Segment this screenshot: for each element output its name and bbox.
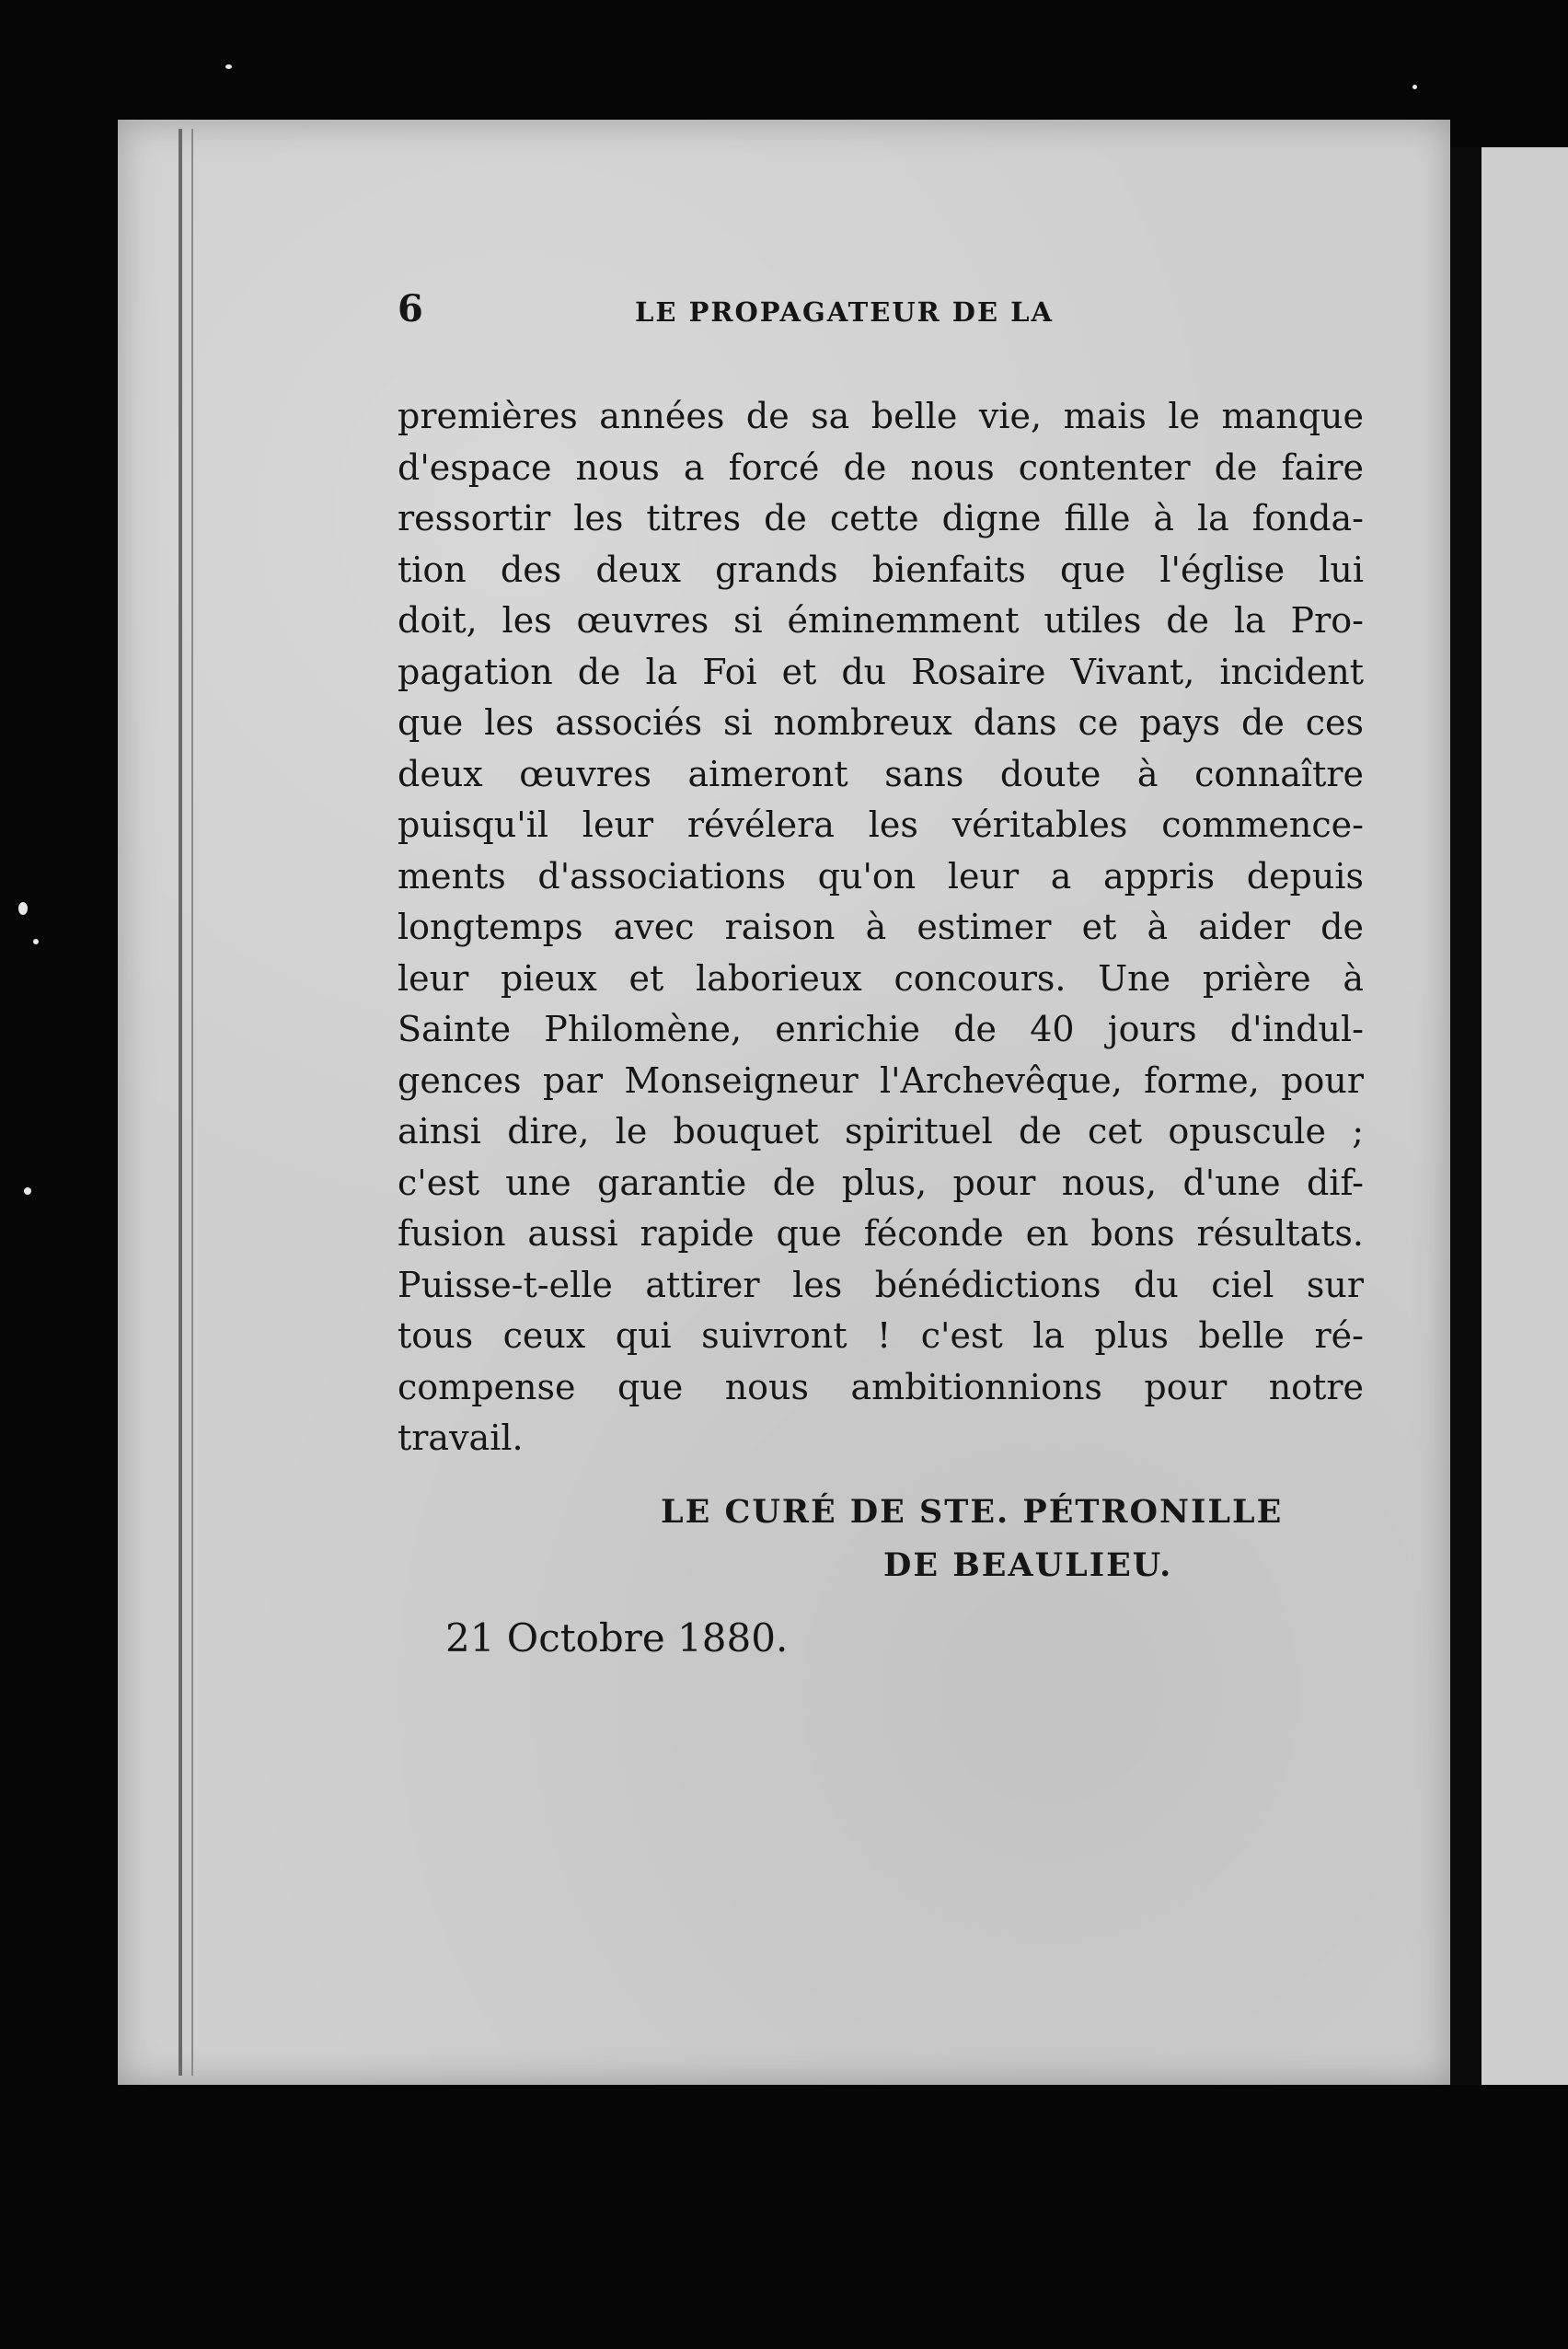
signature-line-2: DE BEAULIEU. xyxy=(883,1546,1173,1584)
text-line: compense que nous ambitionnions pour notre xyxy=(398,1366,1364,1407)
film-speck xyxy=(24,1187,31,1195)
text-line: ressortir les titres de cette digne fille à la fonda- xyxy=(398,498,1364,538)
text-line: que les associés si nombreux dans ce pays de ces xyxy=(398,702,1364,743)
text-line: gences par Monseigneur l'Archevêque, forme, pour xyxy=(398,1059,1364,1101)
film-speck xyxy=(33,939,39,944)
signature-line-1: LE CURÉ DE STE. PÉTRONILLE xyxy=(661,1493,1284,1531)
text-line: tous ceux qui suivront ! c'est la plus belle ré- xyxy=(398,1315,1364,1356)
text-line: leur pieux et laborieux concours. Une prière à xyxy=(398,957,1364,999)
text-line: longtemps avec raison à estimer et à aider de xyxy=(398,907,1364,947)
page-number: 6 xyxy=(398,287,423,330)
adjacent-page-edge xyxy=(1482,147,1568,2085)
text-line: travail. xyxy=(398,1418,524,1458)
text-line: fusion aussi rapide que féconde en bons résultats. xyxy=(398,1213,1364,1254)
page-margin-rule-inner xyxy=(191,129,193,2076)
text-line: doit, les œuvres si éminemment utiles de la Pro- xyxy=(398,600,1364,641)
date-line: 21 Octobre 1880. xyxy=(445,1615,789,1660)
text-line: Puisse-t-elle attirer les bénédictions du ciel sur xyxy=(398,1264,1364,1305)
page-margin-rule xyxy=(179,129,182,2076)
body-paragraph xyxy=(398,391,1364,1464)
text-line: ments d'associations qu'on leur a appris depuis xyxy=(398,855,1364,897)
adjacent-page-gutter xyxy=(1450,147,1482,2085)
film-speck xyxy=(225,64,232,69)
text-line: pagation de la Foi et du Rosaire Vivant, incident xyxy=(398,651,1364,692)
film-speck xyxy=(1412,85,1417,89)
text-line: c'est une garantie de plus, pour nous, d'une dif- xyxy=(398,1162,1364,1203)
text-line: d'espace nous a forcé de nous contenter de faire xyxy=(398,446,1364,488)
text-line: premières années de sa belle vie, mais le manque xyxy=(398,396,1364,436)
text-line: ainsi dire, le bouquet spirituel de cet opuscule ; xyxy=(398,1111,1364,1151)
text-line: tion des deux grands bienfaits que l'église lui xyxy=(398,549,1364,590)
text-line: puisqu'il leur révélera les véritables commence- xyxy=(398,804,1364,845)
text-line: deux œuvres aimeront sans doute à connaître xyxy=(398,753,1364,794)
film-speck xyxy=(18,902,28,915)
running-head: LE PROPAGATEUR DE LA xyxy=(635,296,1055,328)
page-header xyxy=(280,287,1182,342)
text-line: Sainte Philomène, enrichie de 40 jours d'indul- xyxy=(398,1009,1364,1049)
